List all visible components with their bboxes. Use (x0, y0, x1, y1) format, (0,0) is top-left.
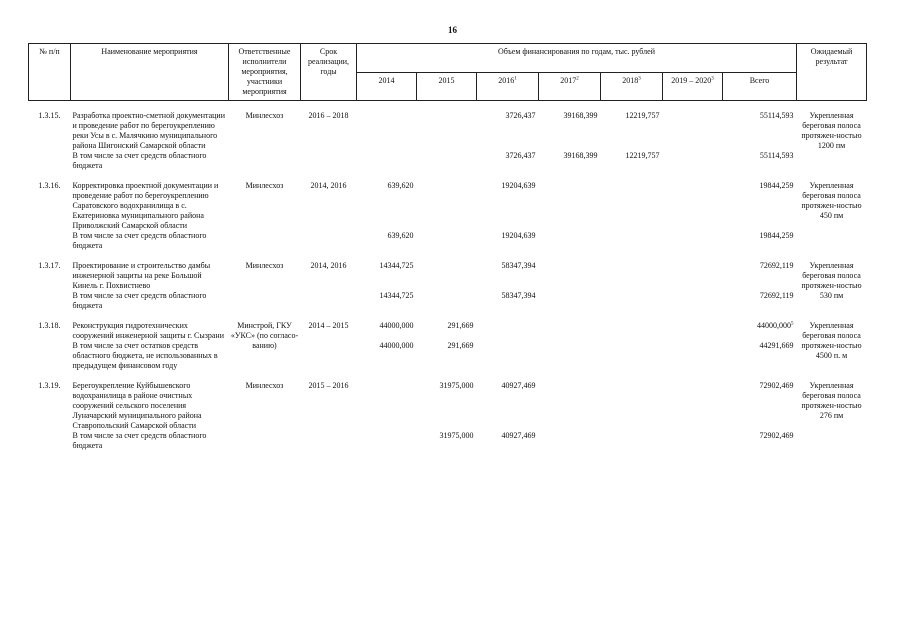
measure-name: Проектирование и строительство дамбы инженерной защиты на реке Большой Кинель г. Похвистнево (72, 261, 211, 290)
amount-v2018 (601, 261, 663, 291)
sub-amount-total: 44291,669 (759, 341, 794, 350)
sub-amount-v2017 (539, 291, 601, 311)
sub-amount-total: 55114,593 (759, 151, 794, 160)
sub-amount-total: 19844,259 (759, 231, 794, 240)
expected-result: Укрепленная береговая полоса протяжен-ностью 276 пм (801, 381, 862, 420)
amount-v2015: 31975,000 (439, 381, 474, 390)
responsible: Минлесхоз (245, 181, 284, 190)
sub-amount-total: 72902,469 (759, 431, 794, 440)
sub-amount-v2015: 31975,000 (439, 431, 474, 440)
amount-v2015 (417, 111, 477, 151)
sub-amount-v2017 (539, 231, 601, 251)
sub-amount-v2016: 58347,394 (501, 291, 536, 300)
table-subrow (29, 151, 867, 171)
sub-amount-v2018 (601, 231, 663, 251)
sub-amount-v2018 (601, 291, 663, 311)
measure-name: Разработка проектно-сметной документации и проведение работ по берегоукреплению реки Усы в с. Малячкино муниципального района Шигонский Самарской области (72, 111, 225, 150)
measure-name: Берегоукрепление Куйбышевского водохранилища в районе очистных сооружений сельского поселения Луначарский муниципального района Ставропольский Самарской области (72, 381, 202, 430)
amount-total: 72902,469 (759, 381, 794, 390)
amount-v2017 (539, 181, 601, 231)
header-responsible: Ответственные исполнители мероприятия, участники мероприятия (229, 44, 301, 101)
sub-amount-v2016: 40927,469 (501, 431, 536, 440)
amount-v2019 (663, 321, 723, 341)
amount-v2016: 19204,639 (501, 181, 536, 190)
table-subrow (29, 431, 867, 451)
amount-v2016: 40927,469 (501, 381, 536, 390)
amount-v2017 (539, 381, 601, 431)
row-number: 1.3.17. (38, 261, 61, 270)
amount-v2017 (539, 321, 601, 341)
amount-total: 19844,259 (759, 181, 794, 190)
sub-amount-v2014 (357, 431, 417, 451)
term: 2015 – 2016 (308, 381, 349, 390)
amount-v2016 (477, 321, 539, 341)
header-year-2016: 2016$^1$ (477, 72, 539, 101)
expected-result: Укрепленная береговая полоса протяжен-ностью 4500 п. м (801, 321, 862, 360)
responsible: Минлесхоз (245, 261, 284, 270)
header-year-2017: 2017$^2$ (539, 72, 601, 101)
sub-amount-v2019 (663, 291, 723, 311)
sub-amount-v2016: 19204,639 (501, 231, 536, 240)
responsible: Минлесхоз (245, 381, 284, 390)
sub-amount-v2014: 639,620 (387, 231, 414, 240)
sub-amount-v2014: 14344,725 (379, 291, 414, 300)
amount-v2014: 44000,000 (379, 321, 414, 330)
amount-total: 72692,119 (759, 261, 794, 270)
amount-v2014 (357, 111, 417, 151)
sub-amount-v2014: 44000,000 (379, 341, 414, 350)
sub-amount-v2017 (539, 341, 601, 371)
page-number: 16 (448, 25, 457, 35)
amount-v2019 (663, 181, 723, 231)
expected-result: Укрепленная береговая полоса протяжен-ностью 1200 пм (801, 111, 862, 150)
table-row (29, 181, 867, 231)
term: 2016 – 2018 (308, 111, 349, 120)
sub-amount-v2016: 3726,437 (505, 151, 536, 160)
amount-v2017 (539, 261, 601, 291)
header-year-2019-2020: 2019 – 2020$^3$ (663, 72, 723, 101)
amount-v2014: 639,620 (387, 181, 414, 190)
header-year-2015: 2015 (417, 72, 477, 101)
financing-table (28, 43, 867, 451)
amount-v2015 (417, 261, 477, 291)
expected-result: Укрепленная береговая полоса протяжен-ностью 530 пм (801, 261, 862, 300)
measure-name: Корректировка проектной документации и проведение работ по берегоукреплению Саратовского водохранилища в с. Екатериновка муниципального района Приволжский Самарской области (72, 181, 219, 230)
sub-amount-v2018: 12219,757 (625, 151, 660, 160)
sub-amount-v2014 (357, 151, 417, 171)
table-subrow (29, 341, 867, 371)
amount-total: 55114,593 (759, 111, 794, 120)
sub-amount-v2019 (663, 431, 723, 451)
header-result: Ожидаемый результат (797, 44, 867, 101)
term: 2014, 2016 (310, 181, 347, 190)
amount-v2017: 39168,399 (563, 111, 598, 120)
sub-amount-v2017: 39168,399 (563, 151, 598, 160)
expected-result: Укрепленная береговая полоса протяжен-ностью 450 пм (801, 181, 862, 220)
header-term: Срок реализации, годы (301, 44, 357, 101)
table-subrow (29, 231, 867, 251)
table-row (29, 111, 867, 151)
sub-amount-v2016 (477, 341, 539, 371)
measure-name: Реконструкция гидротехнических сооружений инженерной защиты г. Сызрани (72, 321, 224, 340)
sub-amount-v2019 (663, 231, 723, 251)
amount-v2014: 14344,725 (379, 261, 414, 270)
amount-v2015: 291,669 (447, 321, 474, 330)
amount-v2019 (663, 381, 723, 431)
sub-amount-v2017 (539, 431, 601, 451)
sub-amount-total: 72692,119 (759, 291, 794, 300)
subrow-name: В том числе за счет средств областного бюджета (72, 291, 207, 310)
amount-total: 44000,000$^5$ (757, 321, 794, 330)
row-number: 1.3.18. (38, 321, 61, 330)
table-row (29, 261, 867, 291)
sub-amount-v2015 (417, 151, 477, 171)
row-number: 1.3.15. (38, 111, 61, 120)
table-row (29, 381, 867, 431)
amount-v2014 (357, 381, 417, 431)
amount-v2018: 12219,757 (625, 111, 660, 120)
sub-amount-v2015: 291,669 (447, 341, 474, 350)
sub-amount-v2015 (417, 231, 477, 251)
sub-amount-v2018 (601, 431, 663, 451)
amount-v2018 (601, 321, 663, 341)
header-total: Всего (723, 72, 797, 101)
responsible: Минстрой, ГКУ «УКС» (по согласо-ванию) (230, 321, 299, 350)
header-year-2014: 2014 (357, 72, 417, 101)
header-num: № п/п (29, 44, 71, 101)
subrow-name: В том числе за счет средств областного бюджета (72, 151, 207, 170)
amount-v2019 (663, 261, 723, 291)
header-financing: Объем финансирования по годам, тыс. рублей (357, 44, 797, 73)
amount-v2015 (417, 181, 477, 231)
row-number: 1.3.19. (38, 381, 61, 390)
responsible: Минлесхоз (245, 111, 284, 120)
header-name: Наименование мероприятия (71, 44, 229, 101)
subrow-name: В том числе за счет остатков средств областного бюджета, не использованных в предыдущем финансовом году (72, 341, 218, 370)
amount-v2018 (601, 181, 663, 231)
subrow-name: В том числе за счет средств областного бюджета (72, 431, 207, 450)
subrow-name: В том числе за счет средств областного бюджета (72, 231, 207, 250)
term: 2014 – 2015 (308, 321, 349, 330)
sub-amount-v2018 (601, 341, 663, 371)
sub-amount-v2019 (663, 151, 723, 171)
amount-v2016: 58347,394 (501, 261, 536, 270)
amount-v2018 (601, 381, 663, 431)
sub-amount-v2019 (663, 341, 723, 371)
amount-v2019 (663, 111, 723, 151)
amount-v2016: 3726,437 (505, 111, 536, 120)
header-year-2018: 2018$^3$ (601, 72, 663, 101)
row-number: 1.3.16. (38, 181, 61, 190)
term: 2014, 2016 (310, 261, 347, 270)
table-row (29, 321, 867, 341)
table-body (29, 101, 867, 452)
table-header (29, 44, 867, 101)
sub-amount-v2015 (417, 291, 477, 311)
table-subrow (29, 291, 867, 311)
